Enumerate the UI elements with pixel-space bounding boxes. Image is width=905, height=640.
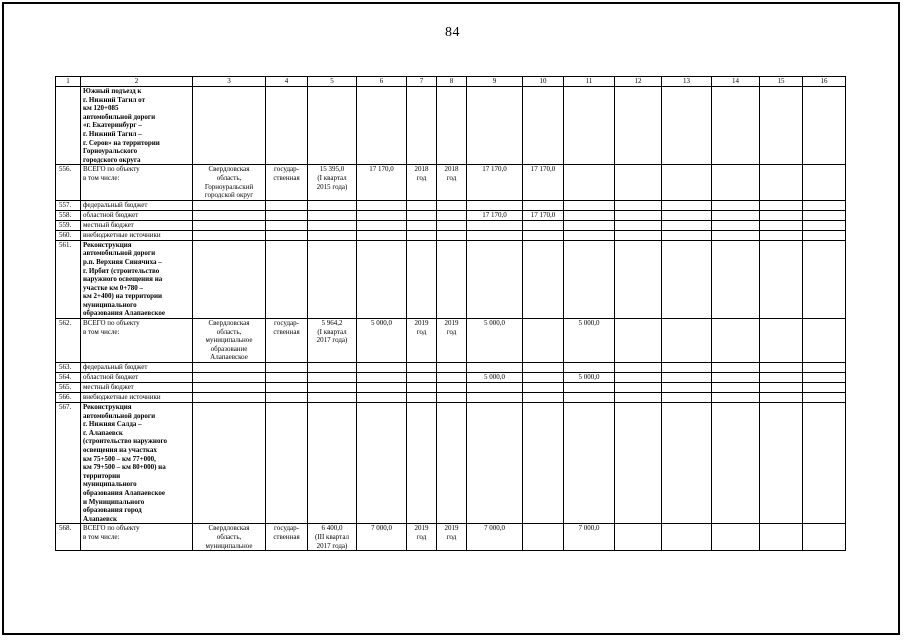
empty-cell [803,230,846,240]
column-header: 16 [803,77,846,87]
ownership [266,87,308,165]
amount-2019 [564,220,615,230]
amount-total: 17 170,0 [467,210,523,220]
end-year [437,210,467,220]
page-number: 84 [445,25,460,40]
ownership: государ- ственная [266,524,308,551]
end-year [437,87,467,165]
empty-cell [662,373,712,383]
empty-cell [615,403,662,524]
ownership [266,383,308,393]
empty-cell [712,87,760,165]
ownership [266,240,308,318]
end-year [437,240,467,318]
empty-cell [712,383,760,393]
amount-total [467,363,523,373]
empty-cell [662,210,712,220]
start-year [407,220,437,230]
empty-cell [615,87,662,165]
amount-total [467,393,523,403]
location [193,230,266,240]
empty-cell [615,240,662,318]
empty-cell [615,200,662,210]
empty-cell [803,393,846,403]
amount-total [467,240,523,318]
amount-2018 [523,200,564,210]
empty-cell [760,230,803,240]
empty-cell [760,524,803,551]
amount-total [467,220,523,230]
empty-cell [803,87,846,165]
empty-cell [760,165,803,200]
empty-cell [803,363,846,373]
empty-cell [712,373,760,383]
end-year [437,403,467,524]
empty-cell [803,240,846,318]
empty-cell [662,383,712,393]
estimated-cost: 5 964,2 (I квартал 2017 года) [308,319,357,363]
row-number: 563. [56,363,81,373]
amount-2018: 17 170,0 [523,210,564,220]
empty-cell [662,230,712,240]
ownership [266,373,308,383]
row-number: 562. [56,319,81,363]
object-name: местный бюджет [81,383,193,393]
start-year [407,403,437,524]
table-row [56,165,846,200]
location [193,373,266,383]
empty-cell [615,210,662,220]
empty-cell [760,240,803,318]
total-cost [357,403,407,524]
empty-cell [760,403,803,524]
table-row [56,373,846,383]
amount-2018 [523,383,564,393]
amount-total: 5 000,0 [467,373,523,383]
start-year [407,383,437,393]
empty-cell [615,319,662,363]
table-row [56,210,846,220]
ownership [266,210,308,220]
location: Свердловская область, Горноуральский городской округ [193,165,266,200]
empty-cell [662,240,712,318]
column-header: 6 [357,77,407,87]
object-name: внебюджетные источники [81,393,193,403]
row-number: 567. [56,403,81,524]
table-row [56,383,846,393]
row-number: 568. [56,524,81,551]
empty-cell [760,200,803,210]
amount-total: 7 000,0 [467,524,523,551]
amount-2018: 17 170,0 [523,165,564,200]
empty-cell [662,200,712,210]
empty-cell [662,319,712,363]
end-year [437,373,467,383]
empty-cell [712,363,760,373]
amount-2019 [564,230,615,240]
object-name: областной бюджет [81,210,193,220]
end-year [437,200,467,210]
amount-2019: 5 000,0 [564,319,615,363]
total-cost [357,87,407,165]
amount-2018 [523,363,564,373]
object-name: Реконструкция автомобильной дороги г. Нижняя Салда – г. Алапаевск (строительство наружного освещения на участках км 75+500 – км 77+000, км 79+500 – км 80+000) на территории муниципального образования Алапаевское и Муниципального образования город Алапаевск [81,403,193,524]
empty-cell [803,210,846,220]
empty-cell [803,403,846,524]
total-cost [357,210,407,220]
amount-2019 [564,363,615,373]
empty-cell [712,403,760,524]
empty-cell [712,220,760,230]
amount-2019 [564,200,615,210]
ownership [266,403,308,524]
empty-cell [760,363,803,373]
amount-2018 [523,373,564,383]
object-name: ВСЕГО по объекту в том числе: [81,165,193,200]
total-cost [357,373,407,383]
empty-cell [662,524,712,551]
empty-cell [760,210,803,220]
end-year: 2019 год [437,319,467,363]
object-name: внебюджетные источники [81,230,193,240]
empty-cell [615,393,662,403]
object-name: местный бюджет [81,220,193,230]
ownership: государ- ственная [266,165,308,200]
table-row [56,230,846,240]
start-year [407,200,437,210]
empty-cell [662,165,712,200]
estimated-cost [308,403,357,524]
estimated-cost [308,363,357,373]
amount-2018 [523,87,564,165]
estimated-cost: 15 395,0 (I квартал 2015 года) [308,165,357,200]
table-row [56,363,846,373]
object-name: ВСЕГО по объекту в том числе: [81,319,193,363]
empty-cell [803,200,846,210]
object-name: Реконструкция автомобильной дороги р.п. Верхняя Синячиха – г. Ирбит (строительство наружного освещения на участке км 0+780 – км 2+400) на территории муниципального образования Алапаевское [81,240,193,318]
total-cost [357,240,407,318]
empty-cell [803,220,846,230]
empty-cell [615,230,662,240]
amount-2018 [523,524,564,551]
amount-2018 [523,230,564,240]
empty-cell [615,363,662,373]
start-year [407,210,437,220]
empty-cell [803,319,846,363]
column-header: 10 [523,77,564,87]
estimated-cost [308,373,357,383]
table-row [56,524,846,551]
empty-cell [760,87,803,165]
column-header: 7 [407,77,437,87]
empty-cell [662,220,712,230]
end-year: 2019 год [437,524,467,551]
start-year: 2018 год [407,165,437,200]
amount-2019 [564,165,615,200]
amount-2019 [564,87,615,165]
total-cost: 17 170,0 [357,165,407,200]
row-number: 557. [56,200,81,210]
amount-2018 [523,393,564,403]
amount-2018 [523,403,564,524]
ownership [266,363,308,373]
amount-2019 [564,383,615,393]
empty-cell [662,403,712,524]
start-year [407,230,437,240]
column-header: 8 [437,77,467,87]
amount-2018 [523,240,564,318]
amount-total: 17 170,0 [467,165,523,200]
empty-cell [803,373,846,383]
amount-2019 [564,403,615,524]
ownership [266,220,308,230]
row-number: 566. [56,393,81,403]
empty-cell [760,383,803,393]
row-number: 558. [56,210,81,220]
row-number: 564. [56,373,81,383]
row-number: 561. [56,240,81,318]
location [193,393,266,403]
amount-2019 [564,210,615,220]
empty-cell [615,373,662,383]
column-header: 4 [266,77,308,87]
end-year: 2018 год [437,165,467,200]
amount-total [467,87,523,165]
empty-cell [662,393,712,403]
row-number: 559. [56,220,81,230]
location [193,200,266,210]
location: Свердловская область, муниципальное [193,524,266,551]
amount-2019: 7 000,0 [564,524,615,551]
object-name: Южный подъезд к г. Нижний Тагил от км 120+085 автомобильной дороги «г. Екатеринбург – г. Нижний Тагил – г. Серов» на территории Горноуральского городского округа [81,87,193,165]
estimated-cost [308,210,357,220]
empty-cell [712,524,760,551]
location [193,87,266,165]
estimated-cost: 6 400,0 (III квартал 2017 года) [308,524,357,551]
empty-cell [712,319,760,363]
ownership [266,230,308,240]
start-year [407,87,437,165]
table-header-row [56,77,846,87]
table-row [56,403,846,524]
location [193,383,266,393]
empty-cell [712,210,760,220]
amount-total [467,200,523,210]
empty-cell [712,393,760,403]
table-row [56,240,846,318]
end-year [437,230,467,240]
location: Свердловская область, муниципальное образование Алапаевское [193,319,266,363]
object-name: федеральный бюджет [81,363,193,373]
row-number: 565. [56,383,81,393]
empty-cell [803,383,846,393]
amount-2019: 5 000,0 [564,373,615,383]
row-number [56,87,81,165]
amount-total [467,403,523,524]
start-year [407,240,437,318]
column-header: 5 [308,77,357,87]
total-cost [357,393,407,403]
total-cost [357,200,407,210]
column-header: 9 [467,77,523,87]
empty-cell [615,383,662,393]
empty-cell [760,220,803,230]
column-header: 2 [81,77,193,87]
empty-cell [712,200,760,210]
estimated-cost [308,220,357,230]
estimated-cost [308,87,357,165]
column-header: 15 [760,77,803,87]
empty-cell [760,319,803,363]
empty-cell [712,240,760,318]
table-row [56,220,846,230]
table-row [56,393,846,403]
object-name: ВСЕГО по объекту в том числе: [81,524,193,551]
start-year: 2019 год [407,319,437,363]
empty-cell [803,165,846,200]
column-header: 14 [712,77,760,87]
location [193,403,266,524]
empty-cell [615,524,662,551]
empty-cell [712,230,760,240]
table-row [56,319,846,363]
column-header: 3 [193,77,266,87]
empty-cell [803,524,846,551]
empty-cell [662,363,712,373]
table-row [56,200,846,210]
total-cost [357,220,407,230]
location [193,363,266,373]
object-name: федеральный бюджет [81,200,193,210]
location [193,210,266,220]
row-number: 556. [56,165,81,200]
estimated-cost [308,230,357,240]
empty-cell [760,373,803,383]
start-year [407,393,437,403]
estimated-cost [308,393,357,403]
start-year [407,373,437,383]
amount-2018 [523,319,564,363]
column-header: 1 [56,77,81,87]
empty-cell [760,393,803,403]
amount-2019 [564,393,615,403]
end-year [437,220,467,230]
end-year [437,363,467,373]
total-cost [357,230,407,240]
ownership [266,393,308,403]
ownership: государ- ственная [266,319,308,363]
ownership [266,200,308,210]
amount-total [467,383,523,393]
start-year: 2019 год [407,524,437,551]
data-table [55,76,846,551]
total-cost: 5 000,0 [357,319,407,363]
empty-cell [712,165,760,200]
amount-total [467,230,523,240]
amount-2019 [564,240,615,318]
empty-cell [615,220,662,230]
estimated-cost [308,383,357,393]
table-row [56,87,846,165]
start-year [407,363,437,373]
amount-2018 [523,220,564,230]
empty-cell [662,87,712,165]
end-year [437,393,467,403]
column-header: 12 [615,77,662,87]
estimated-cost [308,200,357,210]
total-cost [357,363,407,373]
row-number: 560. [56,230,81,240]
column-header: 11 [564,77,615,87]
estimated-cost [308,240,357,318]
column-header: 13 [662,77,712,87]
location [193,220,266,230]
amount-total: 5 000,0 [467,319,523,363]
empty-cell [615,165,662,200]
total-cost: 7 000,0 [357,524,407,551]
location [193,240,266,318]
end-year [437,383,467,393]
object-name: областной бюджет [81,373,193,383]
total-cost [357,383,407,393]
